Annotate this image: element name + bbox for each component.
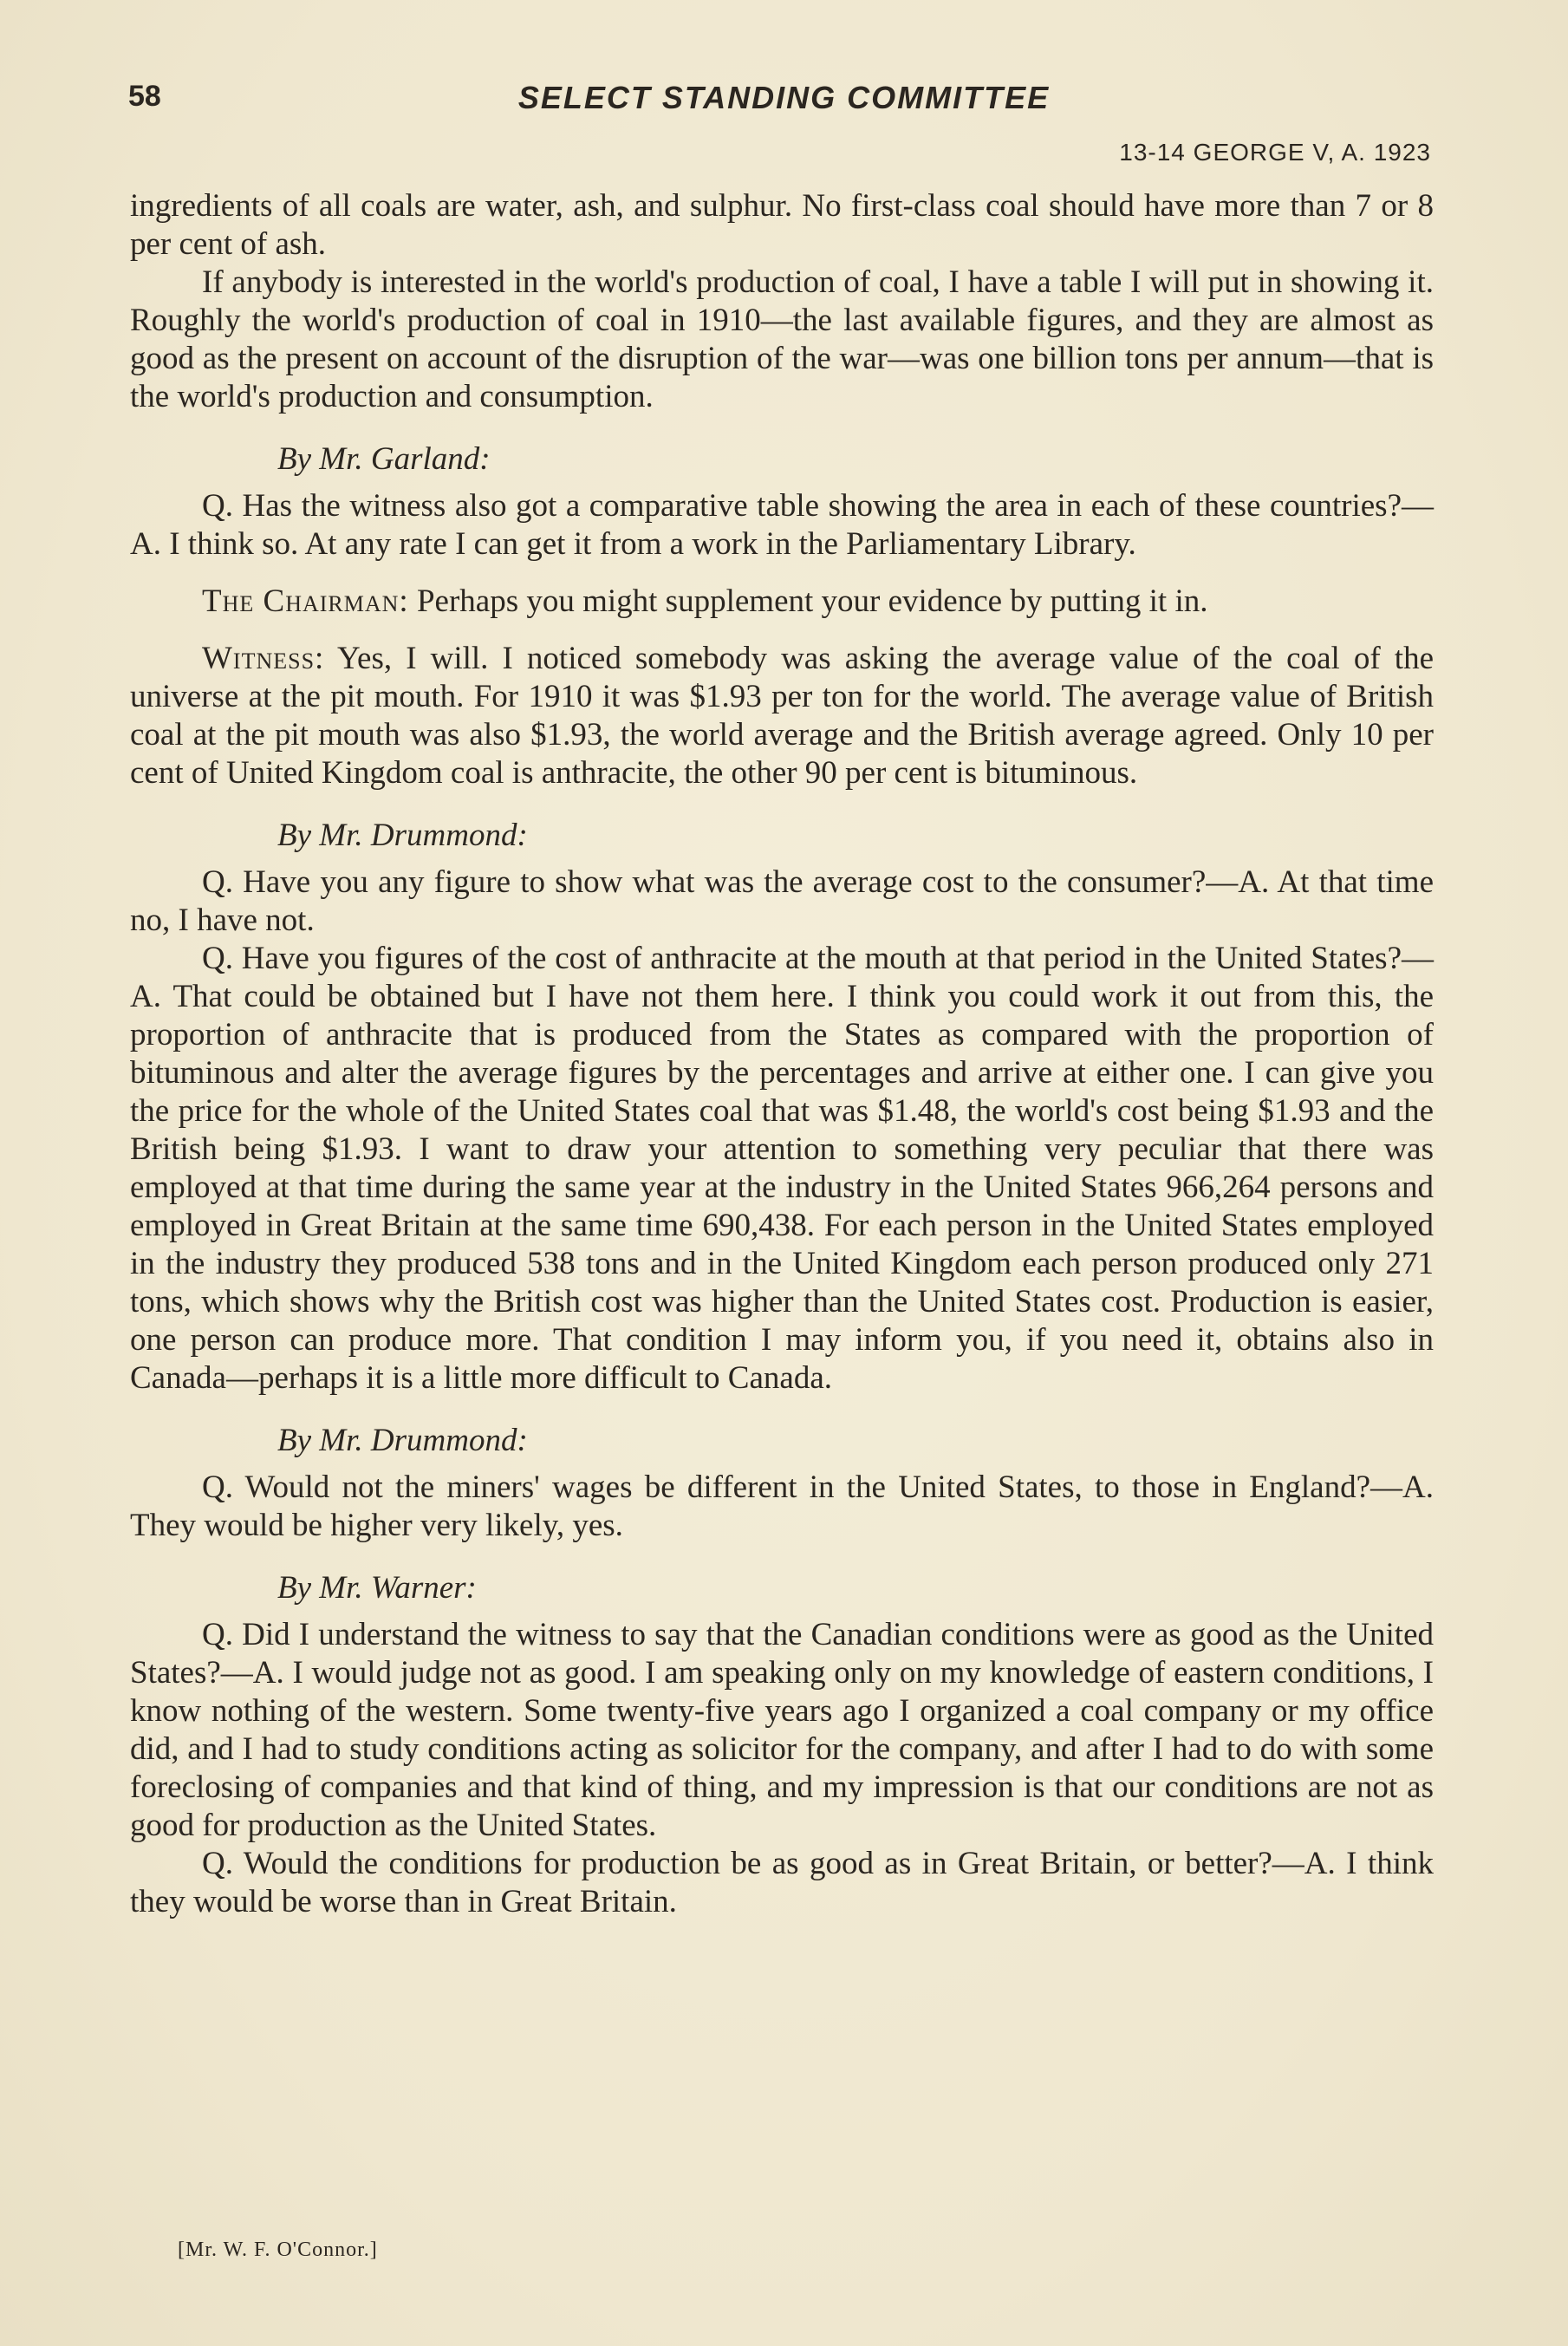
witness-footnote: [Mr. W. F. O'Connor.] <box>178 2238 378 2261</box>
question-answer: Q. Would the conditions for production be as good as in Great Britain, or better?—A. I think they would be worse than in Great Britain. <box>130 1846 1434 1919</box>
paragraph: ingredients of all coals are water, ash, and sulphur. No first-class coal should have more than 7 or 8 per cent of ash. <box>130 188 1434 262</box>
question-answer: Q. Did I understand the witness to say that the Canadian conditions were as good as the United States?—A. I would judge not as good. I am speaking only on my knowledge of eastern conditions, I know nothing of the western. Some twenty-five years ago I organized a coal company or my office did, and I had to study conditions acting as solicitor for the company, and after I had to do with some foreclosing of companies and that kind of thing, and my impression is that our conditions are not as good for production as the United States. <box>130 1617 1434 1843</box>
running-head: SELECT STANDING COMMITTEE <box>517 80 1051 115</box>
speaker-label: Witness: <box>202 641 325 676</box>
question-answer: Q. Have you figures of the cost of anthracite at the mouth at that period in the United States?—A. That could be obtained but I have not them here. I think you could work it out from this, the proportion of anthracite that is produced from the States as compared with the proportion of bituminous and alter the average figures by the percentages and arrive at either one. I can give you the price for the whole of the United States coal that was $1.48, the world's cost being $1.93 and the British being $1.93. I want to draw your attention to something very peculiar that there was employed at that time during the same year at the industry in the United States 966,264 persons and employed in Great Britain at the same time 690,438. For each person in the United States employed in the industry they produced 538 tons and in the United Kingdom each person produced only 271 tons, which shows why the British cost was higher than the United States cost. Production is easier, one person can produce more. That condition I may inform you, if you need it, obtains also in Canada—perhaps it is a little more difficult to Canada. <box>130 941 1434 1396</box>
question-answer: Q. Has the witness also got a comparative table showing the area in each of these countries?—A. I think so. At any rate I can get it from a work in the Parliamentary Library. <box>130 488 1434 562</box>
session-reference: 13-14 GEORGE V, A. 1923 <box>1119 139 1431 166</box>
examiner-heading: By Mr. Drummond: <box>277 818 528 853</box>
page-number: 58 <box>128 80 161 113</box>
paragraph <box>130 640 1434 792</box>
paragraph: If anybody is interested in the world's production of coal, I have a table I will put in showing it. Roughly the world's production of coal in 1910—the last available figures, and they are almost as good as the present on account of the disruption of the war—was one billion tons per annum—that is the world's production and consumption. <box>130 264 1434 414</box>
question-answer: Q. Have you any figure to show what was the average cost to the consumer?—A. At that time no, I have not. <box>130 864 1434 938</box>
examiner-heading: By Mr. Garland: <box>277 441 491 477</box>
examiner-heading: By Mr. Drummond: <box>277 1423 528 1458</box>
paragraph <box>130 583 1434 621</box>
speaker-label: The Chairman: <box>202 583 409 619</box>
question-answer: Q. Would not the miners' wages be different in the United States, to those in England?—A. They would be higher very likely, yes. <box>130 1470 1434 1543</box>
examiner-heading: By Mr. Warner: <box>277 1570 477 1606</box>
speaker-text: Yes, I will. I noticed somebody was asking the average value of the coal of the universe at the pit mouth. For 1910 it was $1.93 per ton for the world. The average value of British coal at the pit mouth was also $1.93, the world average and the British average agreed. Only 10 per cent of United Kingdom coal is anthracite, the other 90 per cent is bituminous. <box>130 641 1434 791</box>
speaker-text: Perhaps you might supplement your evidence by putting it in. <box>408 583 1208 619</box>
body-text <box>130 187 1434 1921</box>
